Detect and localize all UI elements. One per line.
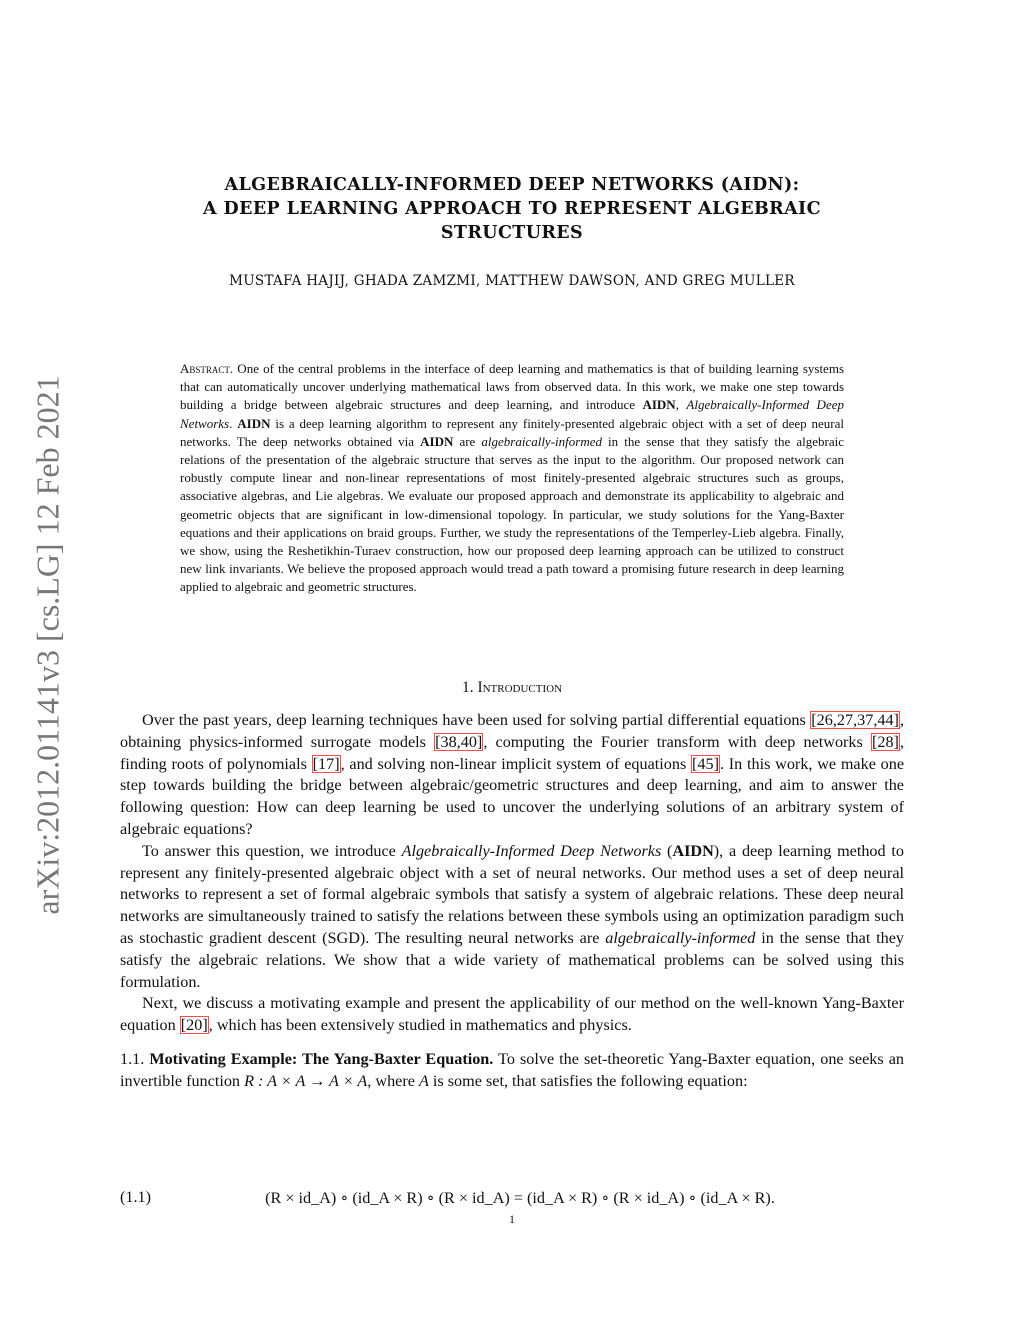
body-text (120, 710, 904, 1093)
title-line-2: A DEEP LEARNING APPROACH TO REPRESENT ALGEBRAIC (203, 199, 821, 219)
emphasis: algebraically-informed (481, 433, 602, 449)
aidn-full-name: Algebraically-Informed Deep Networks (401, 841, 662, 860)
abstract-label: Abstract. (180, 361, 234, 376)
subsection-paragraph: 1.1. Motivating Example: The Yang-Baxter Equation. To solve the set-theoretic Yang-Baxter equation, one seeks an invertible function R : A × A → A × A, where A is some set, that satisfies the following equation: (120, 1049, 904, 1090)
section-heading (150, 679, 874, 697)
aidn-full-name: Algebraically-Informed Deep Networks (180, 397, 844, 431)
subsection-number: 1.1. (120, 1049, 145, 1068)
title-line-1: ALGEBRAICALLY-INFORMED DEEP NETWORKS (AIDN): (224, 175, 800, 195)
citation-link[interactable]: [26,27,37,44] (811, 711, 899, 729)
title-line-3: STRUCTURES (440, 223, 584, 243)
aidn-acronym: AIDN (237, 415, 271, 431)
abstract: Abstract. One of the central problems in the interface of deep learning and mathematics is that of building learning systems that can automatically uncover underlying mathematical laws from observed data. In this work, we make one step towards building a bridge between algebraic structures and deep learning, and introduce AIDN, Algebraically-Informed Deep Networks. AIDN is a deep learning algorithm to represent any finitely-presented algebraic object with a set of deep neural networks. The deep networks obtained via AIDN are algebraically-informed in the sense that they satisfy the algebraic relations of the presentation of the algebraic structure that serves as the input to the algorithm. Our proposed network can robustly compute linear and non-linear representations of most finitely-presented algebraic structures such as groups, associative algebras, and Lie algebras. We evaluate our proposed approach and demonstrate its applicability to algebraic and geometric objects that are significant in low-dimensional topology. In particular, we study solutions for the Yang-Baxter equations and their applications on braid groups. Further, we study the representations of the Temperley-Lieb algebra. Finally, we show, using the Reshetikhin-Turaev construction, how our proposed deep learning approach can be utilized to construct new link invariants. We believe the proposed approach would tread a path toward a promising future research in deep learning applied to algebraic and geometric structures. (180, 361, 845, 595)
aidn-acronym: AIDN (672, 841, 714, 860)
citation-link[interactable]: [28] (871, 732, 899, 751)
math-set: A (418, 1071, 429, 1090)
citation-link[interactable]: [45] (692, 754, 719, 773)
page-number: 1 (509, 1212, 515, 1226)
citation-link[interactable]: [38,40] (435, 732, 483, 751)
paragraph: Over the past years, deep learning techniques have been used for solving partial differential equations [26,27,37,44], obtaining physics-informed surrogate models [38,40], computing the Fourier transform with deep networks [28], finding roots of polynomials [17], and solving non-linear implicit system of equations [45]. In this work, we make one step towards building the bridge between algebraic/geometric structures and deep learning, and aim to answer the following question: How can deep learning be used to uncover the underlying solutions of an arbitrary system of algebraic equations? (120, 711, 904, 838)
citation-link[interactable]: [17] (312, 754, 340, 773)
section-number: 1. (461, 679, 474, 696)
subsection-title: Motivating Example: The Yang-Baxter Equation. (149, 1049, 494, 1068)
equation-label: (1.1) (120, 1188, 152, 1206)
math-function: R : A × A → A × A (244, 1071, 368, 1090)
author-list: MUSTAFA HAJIJ, GHADA ZAMZMI, MATTHEW DAWSON, AND GREG MULLER (229, 273, 795, 289)
arxiv-identifier: arXiv:2012.01141v3 [cs.LG] 12 Feb 2021 (29, 375, 66, 915)
emphasis: algebraically-informed (605, 928, 756, 947)
arxiv-sidebar (26, 345, 70, 945)
equation-body: (R × id_A) ∘ (id_A × R) ∘ (R × id_A) = (id_A × R) ∘ (R × id_A) ∘ (id_A × R). (265, 1189, 775, 1207)
paragraph: To answer this question, we introduce Algebraically-Informed Deep Networks (AIDN), a deep learning method to represent any finitely-presented algebraic object with a set of neural networks. Our method uses a set of deep neural networks to represent a set of formal algebraic symbols that satisfy a system of algebraic relations. These deep neural networks are simultaneously trained to satisfy the relations between these symbols using an optimization paradigm such as stochastic gradient descent (SGD). The resulting neural networks are algebraically-informed in the sense that they satisfy the algebraic relations. We show that a wide variety of mathematical problems can be solved using this formulation. (120, 841, 904, 991)
aidn-acronym: AIDN (642, 397, 676, 413)
paper-title (150, 173, 874, 245)
paragraph: Next, we discuss a motivating example and present the applicability of our method on the well-known Yang-Baxter equation [20], which has been extensively studied in mathematics and physics. (120, 994, 904, 1035)
citation-link[interactable]: [20] (180, 1016, 208, 1035)
section-title: Introduction (477, 679, 563, 696)
aidn-acronym: AIDN (420, 433, 454, 449)
equation-1-1 (120, 1188, 904, 1212)
